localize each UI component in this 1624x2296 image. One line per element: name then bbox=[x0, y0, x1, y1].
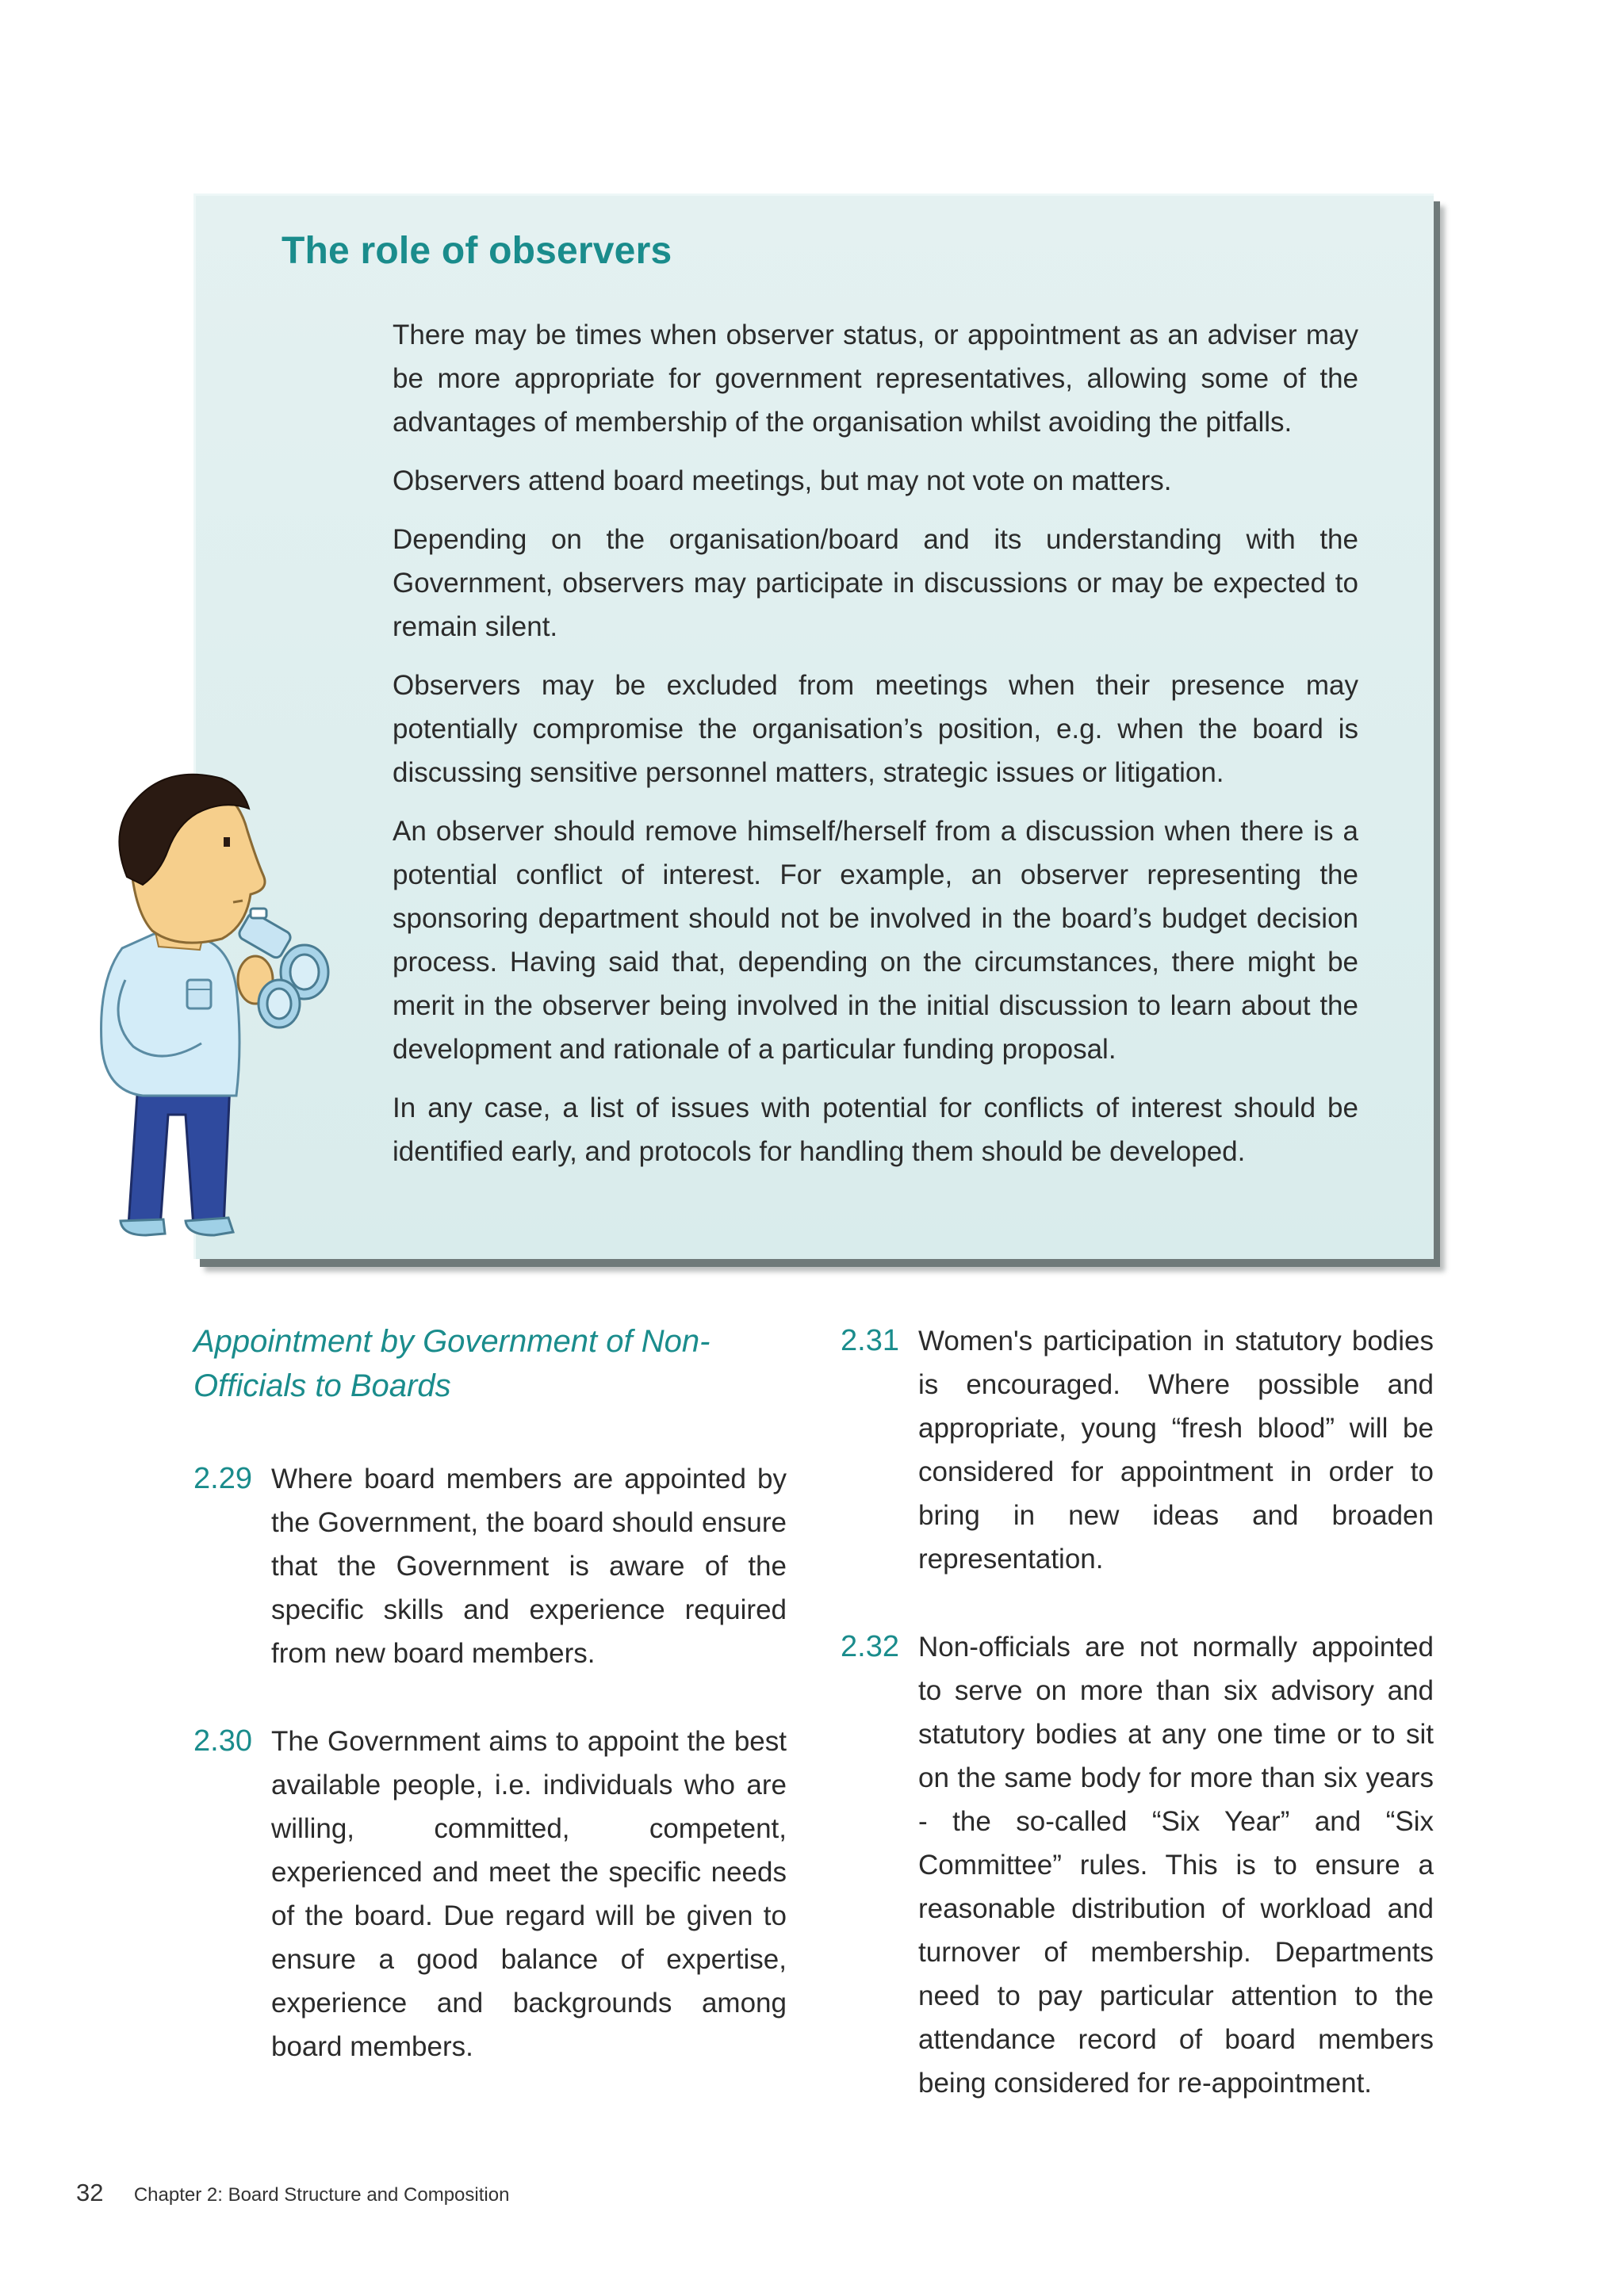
page-footer bbox=[76, 2179, 509, 2207]
section-heading: Appointment by Government of Non-Officials to Boards bbox=[193, 1324, 710, 1403]
paragraph-text: Where board members are appointed by the Government, the board should ensure that the Government is aware of the specific skills and experience required from new board members. bbox=[271, 1464, 787, 1669]
paragraph-number: 2.30 bbox=[193, 1724, 252, 1758]
page-number: 32 bbox=[76, 2179, 104, 2206]
numbered-paragraph bbox=[841, 1319, 1434, 1581]
numbered-paragraph bbox=[193, 1457, 787, 1675]
numbered-paragraph bbox=[841, 1625, 1434, 2105]
box-paragraph: An observer should remove himself/herself from a discussion when there is a potential conflict of interest. For example, an observer representing the sponsoring department should not be involved in the board’s budget decision process. Having said that, depending on the circumstances, there might be merit in the observer being involved in the initial discussion to learn about the development and rationale of a particular funding proposal. bbox=[393, 816, 1358, 1065]
chapter-label: Chapter 2: Board Structure and Composition bbox=[133, 2184, 510, 2206]
man-with-binoculars-icon bbox=[67, 742, 352, 1242]
observer-info-box bbox=[193, 193, 1434, 1259]
box-paragraph: Observers attend board meetings, but may not vote on matters. bbox=[393, 465, 1172, 496]
numbered-paragraph bbox=[193, 1720, 787, 2068]
box-paragraph: In any case, a list of issues with potential for conflicts of interest should be identified early, and protocols for handling them should be developed. bbox=[393, 1093, 1358, 1167]
box-paragraph: Depending on the organisation/board and its understanding with the Government, observers may participate in discussions or may be expected to remain silent. bbox=[393, 524, 1358, 642]
paragraph-number: 2.29 bbox=[193, 1462, 252, 1495]
box-paragraph: There may be times when observer status, or appointment as an adviser may be more appropriate for government representatives, allowing some of the advantages of membership of the organisation whilst avoiding the pitfalls. bbox=[393, 320, 1358, 438]
left-column bbox=[193, 1319, 787, 2113]
box-title: The role of observers bbox=[282, 230, 672, 272]
box-paragraph: Observers may be excluded from meetings when their presence may potentially compromise the organisation’s position, e.g. when the board is discussing sensitive personnel matters, strategic issues or litigation. bbox=[393, 670, 1358, 788]
box-body bbox=[393, 313, 1358, 1188]
paragraph-text: Non-officials are not normally appointed to serve on more than six advisory and statutory bodies at any one time or to sit on the same body for more than six years - the so-called “Six Year” and “Six Committee” rules. This is to ensure a reasonable distribution of workload and turnover of membership. Departments need to pay particular attention to the attendance record of board members being considered for re-appointment. bbox=[918, 1632, 1434, 2099]
paragraph-number: 2.32 bbox=[841, 1630, 899, 1663]
paragraph-text: Women's participation in statutory bodies is encouraged. Where possible and appropriate, young “fresh blood” will be considered for appointment in order to bring in new ideas and broaden representation. bbox=[918, 1326, 1434, 1575]
right-column bbox=[841, 1319, 1434, 2149]
paragraph-number: 2.31 bbox=[841, 1324, 899, 1357]
paragraph-text: The Government aims to appoint the best available people, i.e. individuals who are willing, committed, competent, experienced and meet the specific needs of the board. Due regard will be given to ensure a good balance of expertise, experience and backgrounds among board members. bbox=[271, 1726, 787, 2062]
